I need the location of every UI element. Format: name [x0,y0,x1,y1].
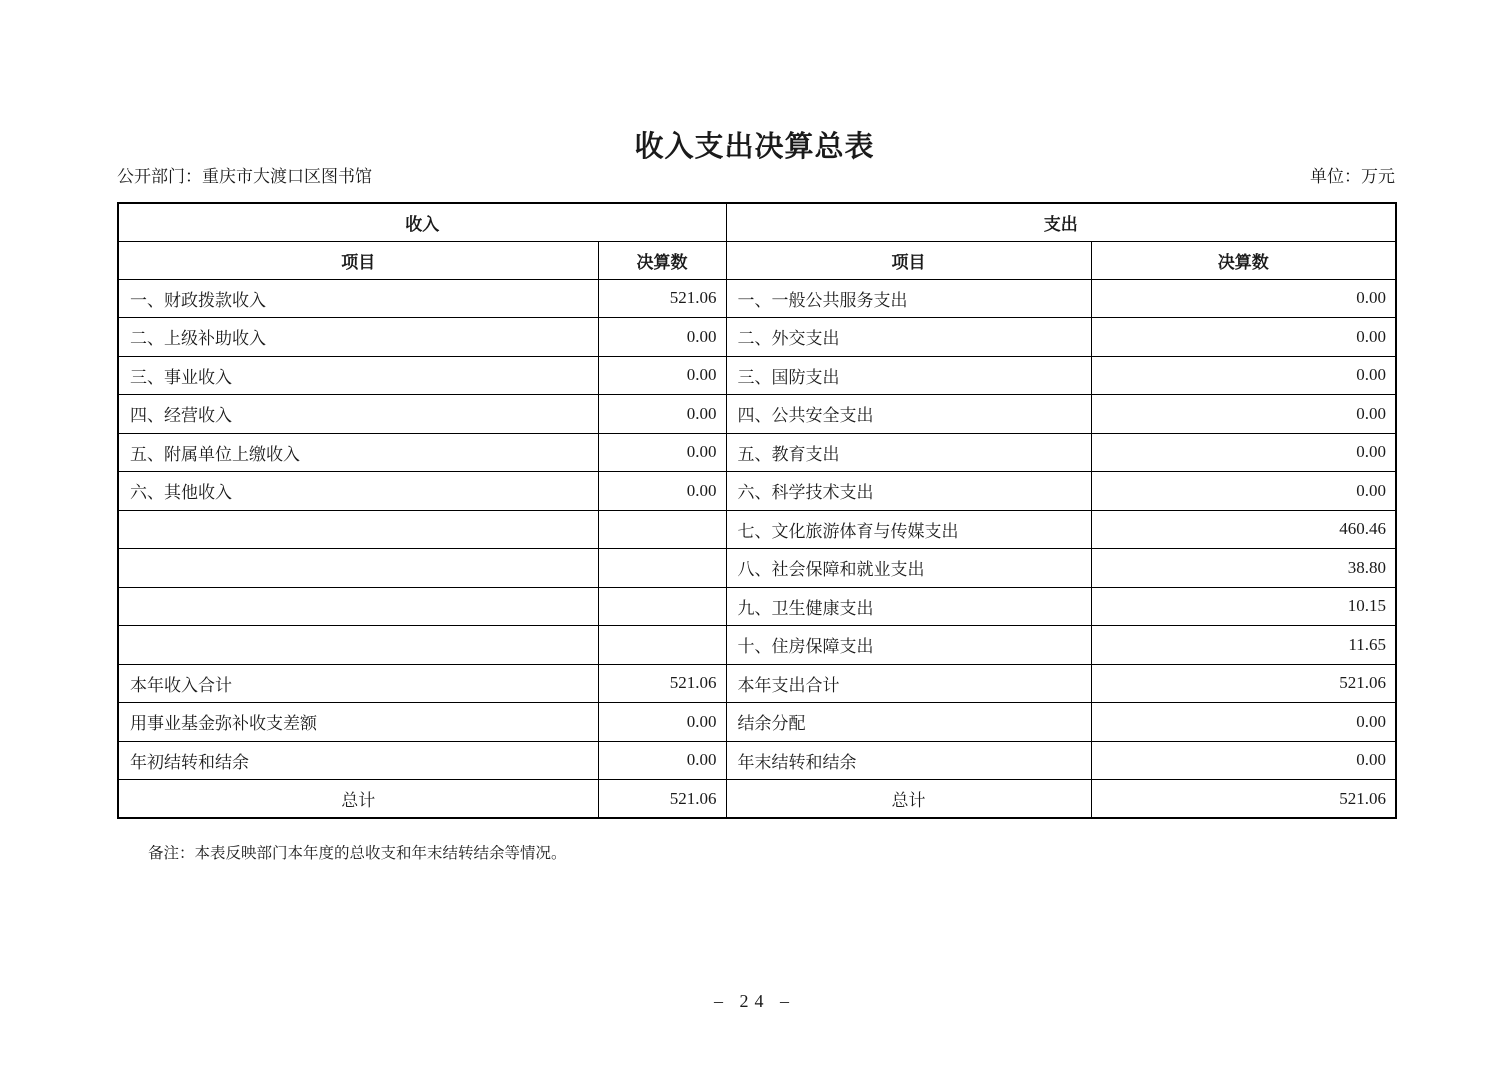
expense-value-cell: 0.00 [1091,356,1396,395]
income-item-cell [118,510,598,549]
expense-value-cell: 0.00 [1091,395,1396,434]
expense-value-cell: 521.06 [1091,780,1396,819]
income-value-cell: 0.00 [598,318,726,357]
income-item-cell: 六、其他收入 [118,472,598,511]
income-value-cell [598,587,726,626]
table-row [118,472,1396,511]
expense-value-cell: 0.00 [1091,279,1396,318]
table-row [118,356,1396,395]
expense-value-cell: 0.00 [1091,318,1396,357]
income-item-cell: 二、上级补助收入 [118,318,598,357]
table-row [118,433,1396,472]
department-label: 公开部门：重庆市大渡口区图书馆 [117,167,372,186]
expense-item-cell: 本年支出合计 [726,664,1091,703]
expense-value-cell: 0.00 [1091,703,1396,742]
expense-value-cell: 460.46 [1091,510,1396,549]
income-value-cell: 521.06 [598,780,726,819]
income-item-cell: 总计 [118,780,598,819]
expense-item-cell: 六、科学技术支出 [726,472,1091,511]
income-item-cell: 一、财政拨款收入 [118,279,598,318]
income-value-cell [598,549,726,588]
expense-item-cell: 四、公共安全支出 [726,395,1091,434]
expense-value-cell: 38.80 [1091,549,1396,588]
income-item-cell: 用事业基金弥补收支差额 [118,703,598,742]
expense-item-cell: 一、一般公共服务支出 [726,279,1091,318]
meta-row [117,162,1395,187]
table-row [118,318,1396,357]
expense-item-cell: 二、外交支出 [726,318,1091,357]
table-row [118,664,1396,703]
income-value-cell: 0.00 [598,741,726,780]
income-value-cell: 0.00 [598,703,726,742]
expense-item-cell: 三、国防支出 [726,356,1091,395]
expense-value-cell: 0.00 [1091,741,1396,780]
table-row [118,549,1396,588]
income-item-cell [118,626,598,665]
income-section-header: 收入 [118,203,726,241]
page-title: 收入支出决算总表 [634,131,875,163]
table-row [118,703,1396,742]
income-value-cell: 521.06 [598,279,726,318]
footnote: 备注：本表反映部门本年度的总收支和年末结转结余等情况。 [148,845,567,862]
income-amount-column-header: 决算数 [598,241,726,279]
budget-summary-table [117,202,1397,819]
expense-item-cell: 总计 [726,780,1091,819]
income-item-cell [118,549,598,588]
income-value-cell: 0.00 [598,433,726,472]
expense-amount-column-header: 决算数 [1091,241,1396,279]
expense-item-cell: 七、文化旅游体育与传媒支出 [726,510,1091,549]
expense-item-cell: 五、教育支出 [726,433,1091,472]
expense-item-cell: 十、住房保障支出 [726,626,1091,665]
page-number: – 24 – [714,991,795,1011]
table-row [118,780,1396,819]
income-item-column-header: 项目 [118,241,598,279]
expense-item-cell: 九、卫生健康支出 [726,587,1091,626]
table-row [118,587,1396,626]
expense-value-cell: 0.00 [1091,433,1396,472]
table-row [118,395,1396,434]
income-item-cell: 四、经营收入 [118,395,598,434]
income-value-cell: 0.00 [598,472,726,511]
expense-value-cell: 0.00 [1091,472,1396,511]
unit-label: 单位：万元 [1310,167,1395,186]
income-item-cell: 五、附属单位上缴收入 [118,433,598,472]
income-value-cell [598,510,726,549]
income-value-cell: 521.06 [598,664,726,703]
income-item-cell: 年初结转和结余 [118,741,598,780]
table-row [118,510,1396,549]
expense-value-cell: 10.15 [1091,587,1396,626]
expense-section-header: 支出 [726,203,1396,241]
expense-item-cell: 年末结转和结余 [726,741,1091,780]
table-row [118,741,1396,780]
income-value-cell: 0.00 [598,356,726,395]
income-value-cell: 0.00 [598,395,726,434]
expense-value-cell: 521.06 [1091,664,1396,703]
expense-item-cell: 结余分配 [726,703,1091,742]
income-item-cell [118,587,598,626]
table-row [118,626,1396,665]
column-header-row [118,241,1396,279]
expense-value-cell: 11.65 [1091,626,1396,665]
income-item-cell: 本年收入合计 [118,664,598,703]
income-value-cell [598,626,726,665]
table-row [118,279,1396,318]
section-header-row [118,203,1396,241]
income-item-cell: 三、事业收入 [118,356,598,395]
expense-item-column-header: 项目 [726,241,1091,279]
expense-item-cell: 八、社会保障和就业支出 [726,549,1091,588]
